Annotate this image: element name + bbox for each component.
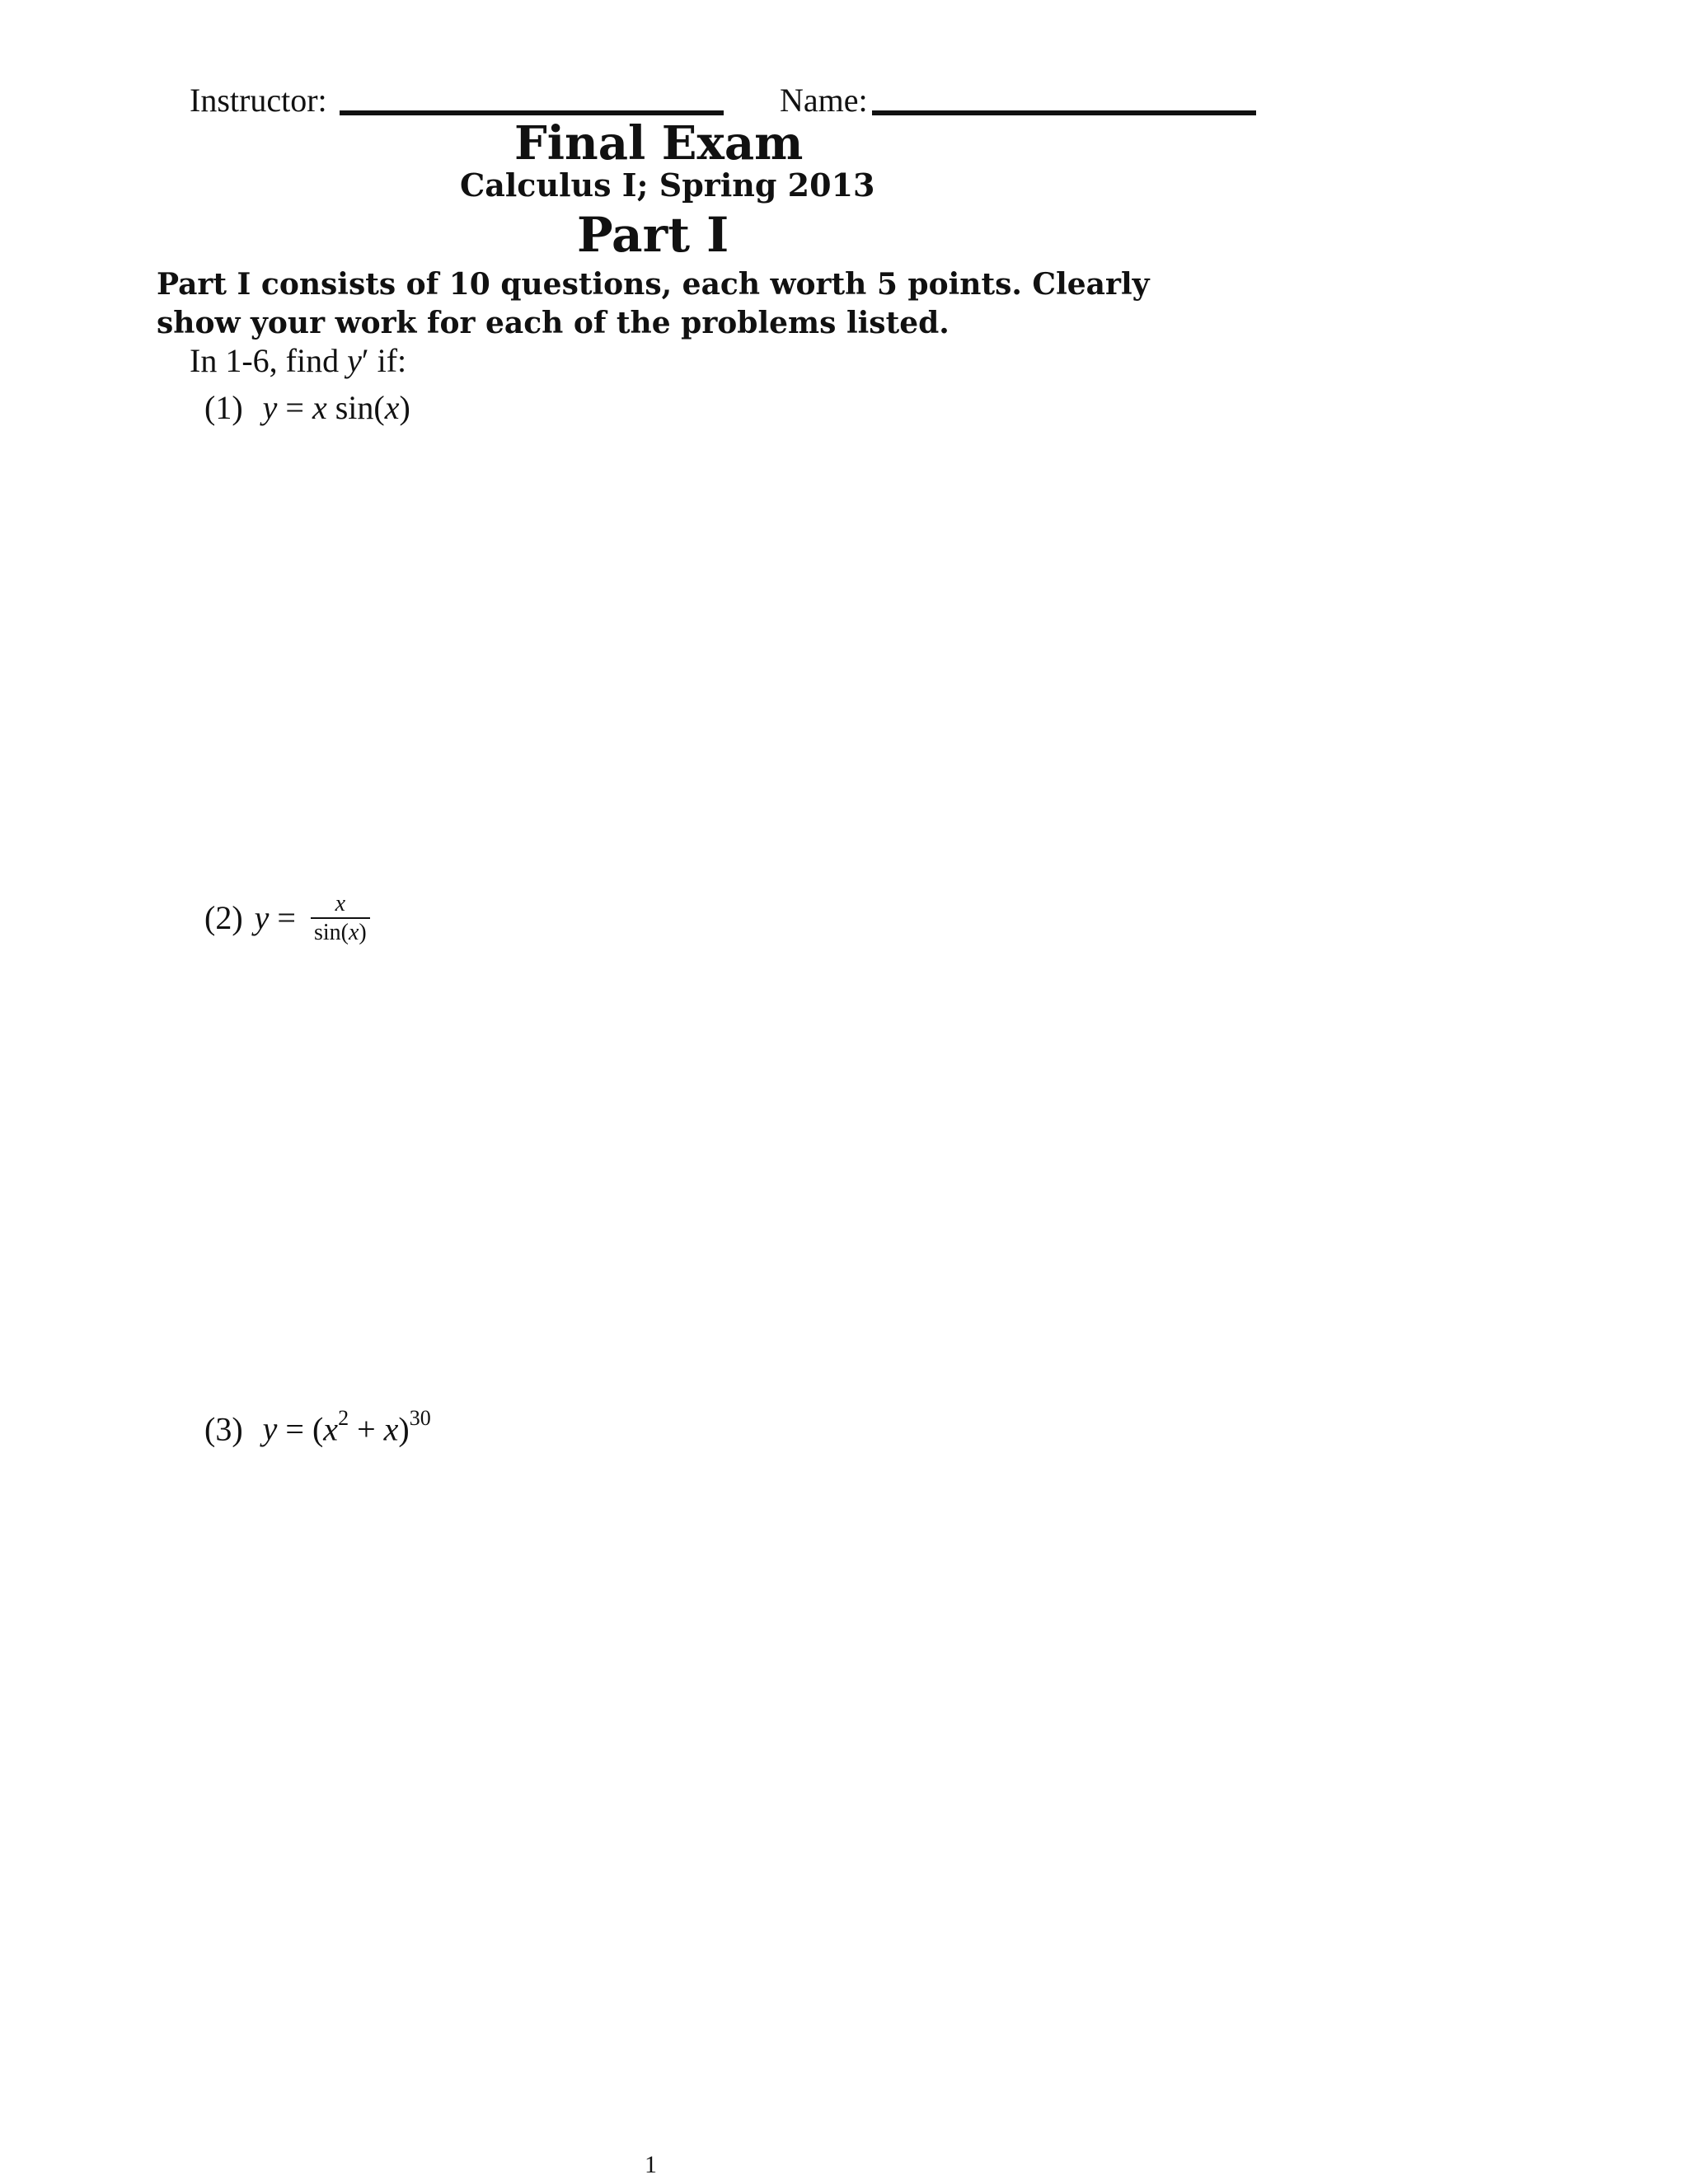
second-variable: x (383, 1410, 399, 1448)
course-subtitle: Calculus I; Spring 2013 (460, 166, 875, 204)
name-blank-line[interactable] (872, 110, 1256, 115)
problem-lhs: y (254, 899, 270, 937)
inner-exponent: 2 (338, 1406, 349, 1430)
sin-function: sin( (326, 389, 385, 426)
denominator-argument: x (348, 920, 359, 946)
problem-lhs: y (262, 1410, 278, 1448)
open-paren: ( (312, 1410, 324, 1448)
problem-rhs-variable: x (312, 389, 327, 426)
problem-number: (2) (204, 899, 243, 937)
intro-variable: y (347, 342, 362, 379)
instructor-blank-line[interactable] (340, 110, 724, 115)
problem-intro (190, 344, 406, 377)
fraction (311, 892, 370, 945)
exam-title: Final Exam (514, 116, 804, 171)
equals-sign: = (269, 899, 304, 937)
problem-number: (1) (204, 389, 243, 426)
plus-sign: + (349, 1410, 384, 1448)
problem-number: (3) (204, 1410, 243, 1448)
equals-sign: = (277, 1410, 312, 1448)
denominator-function: sin( (313, 920, 349, 946)
intro-prime: ′ (361, 342, 369, 379)
fraction-numerator: x (335, 891, 346, 916)
intro-after: if: (368, 342, 407, 379)
page-number: 1 (645, 2151, 657, 2178)
close-paren: ) (398, 1410, 410, 1448)
problem-lhs: y (262, 389, 278, 426)
outer-exponent: 30 (409, 1406, 431, 1430)
denominator-close: ) (359, 920, 367, 946)
sin-argument: x (384, 389, 400, 426)
base-variable: x (323, 1410, 339, 1448)
part-title: Part I (577, 207, 729, 263)
problem-1 (204, 391, 410, 424)
close-paren: ) (399, 389, 410, 426)
problem-2 (204, 892, 370, 945)
problem-3 (204, 1406, 431, 1448)
intro-before: In 1-6, find (190, 342, 348, 379)
name-label: Name: (780, 82, 868, 119)
fraction-denominator (311, 917, 370, 944)
equals-sign: = (277, 389, 312, 426)
instructor-label: Instructor: (190, 82, 327, 119)
part-instructions: Part I consists of 10 questions, each worth 5 points. Clearly show your work for each of the problems listed. (157, 267, 1150, 340)
